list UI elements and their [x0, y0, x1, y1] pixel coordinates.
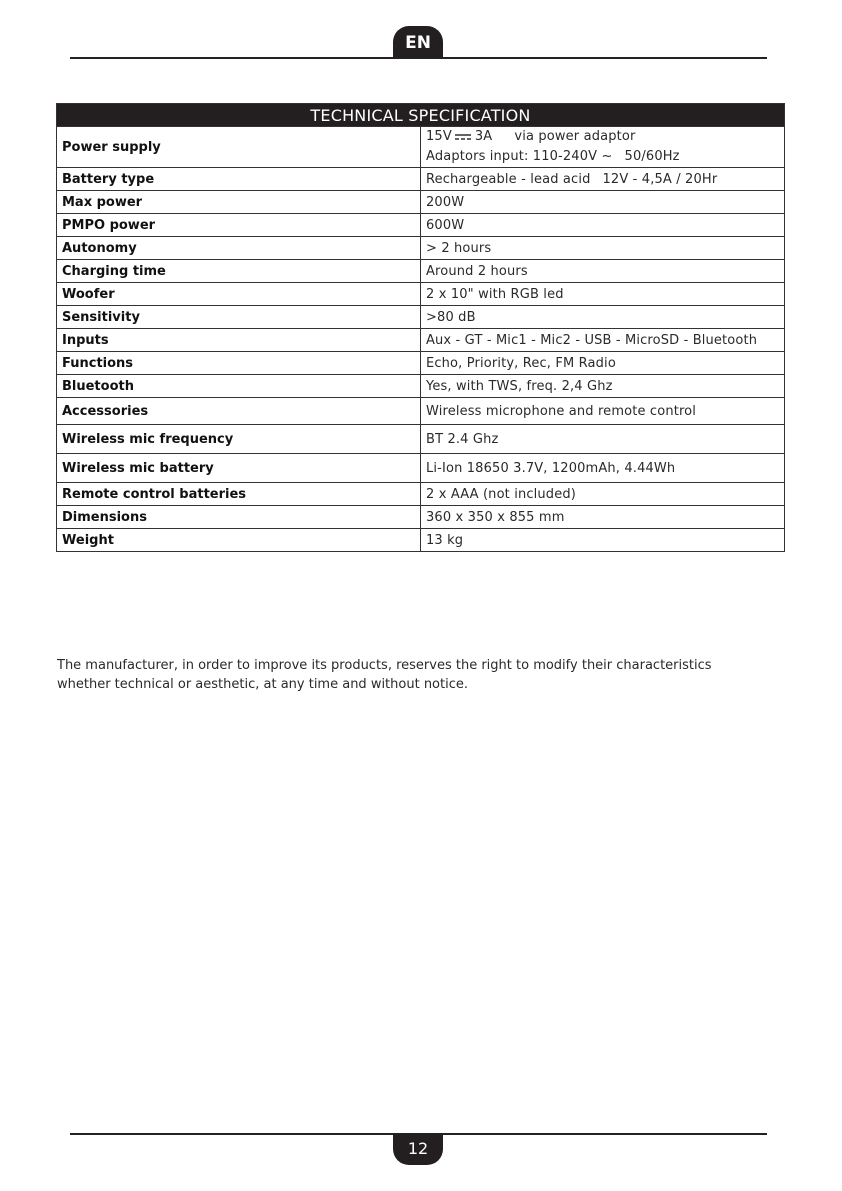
row-label: Weight	[57, 529, 421, 552]
row-value: BT 2.4 Ghz	[421, 425, 785, 454]
table-row	[57, 529, 785, 552]
table-row	[57, 425, 785, 454]
note-line: whether technical or aesthetic, at any time and without notice.	[57, 677, 468, 692]
row-label: Battery type	[57, 168, 421, 191]
spec-table	[56, 103, 785, 552]
row-value: 2 x AAA (not included)	[421, 483, 785, 506]
row-value	[421, 168, 785, 191]
table-row	[57, 214, 785, 237]
table-row	[57, 375, 785, 398]
row-label: Wireless mic battery	[57, 454, 421, 483]
table-row	[57, 260, 785, 283]
row-label: Accessories	[57, 398, 421, 425]
row-label: Wireless mic frequency	[57, 425, 421, 454]
row-label: PMPO power	[57, 214, 421, 237]
frequency-value: 50/60Hz	[624, 149, 680, 164]
language-tab	[393, 26, 443, 57]
row-label: Dimensions	[57, 506, 421, 529]
row-value: Around 2 hours	[421, 260, 785, 283]
table-row	[57, 237, 785, 260]
row-value: 600W	[421, 214, 785, 237]
header-rule	[70, 57, 767, 59]
table-row	[57, 506, 785, 529]
row-value: 13 kg	[421, 529, 785, 552]
row-value: 360 x 350 x 855 mm	[421, 506, 785, 529]
disclaimer-note	[57, 656, 777, 694]
table-row	[57, 352, 785, 375]
table-row	[57, 329, 785, 352]
page-number-tab	[393, 1134, 443, 1165]
row-label: Woofer	[57, 283, 421, 306]
row-value: Li-Ion 18650 3.7V, 1200mAh, 4.44Wh	[421, 454, 785, 483]
adaptor-input-text: Adaptors input: 110-240V ~	[426, 149, 613, 164]
row-value: 200W	[421, 191, 785, 214]
row-value: >80 dB	[421, 306, 785, 329]
table-row	[57, 398, 785, 425]
row-value: > 2 hours	[421, 237, 785, 260]
spec-table-title: TECHNICAL SPECIFICATION	[57, 104, 785, 127]
row-value: Yes, with TWS, freq. 2,4 Ghz	[421, 375, 785, 398]
table-row	[57, 483, 785, 506]
current-value: 3A	[474, 129, 493, 144]
battery-spec-value: 12V - 4,5A / 20Hr	[602, 171, 718, 187]
row-value: Echo, Priority, Rec, FM Radio	[421, 352, 785, 375]
row-label: Bluetooth	[57, 375, 421, 398]
page-number: 12	[407, 1139, 429, 1158]
via-text: via power adaptor	[514, 129, 636, 144]
dc-symbol-icon	[455, 133, 471, 141]
table-row	[57, 306, 785, 329]
language-label: EN	[405, 33, 431, 53]
row-label: Inputs	[57, 329, 421, 352]
voltage-value: 15V	[426, 129, 452, 144]
row-value: Aux - GT - Mic1 - Mic2 - USB - MicroSD - Bluetooth	[421, 329, 785, 352]
row-label: Functions	[57, 352, 421, 375]
row-label: Autonomy	[57, 237, 421, 260]
row-value: Wireless microphone and remote control	[421, 398, 785, 425]
table-row	[57, 454, 785, 483]
battery-type-value: Rechargeable - lead acid	[426, 171, 591, 187]
table-row	[57, 191, 785, 214]
row-label: Max power	[57, 191, 421, 214]
table-row-battery-type	[57, 168, 785, 191]
table-row	[57, 283, 785, 306]
row-value: 2 x 10" with RGB led	[421, 283, 785, 306]
row-label: Power supply	[57, 127, 421, 168]
table-row-power-supply	[57, 127, 785, 168]
row-value	[421, 127, 785, 168]
row-label: Sensitivity	[57, 306, 421, 329]
row-label: Remote control batteries	[57, 483, 421, 506]
row-label: Charging time	[57, 260, 421, 283]
note-line: The manufacturer, in order to improve its products, reserves the right to modify their characteristics	[57, 658, 712, 673]
